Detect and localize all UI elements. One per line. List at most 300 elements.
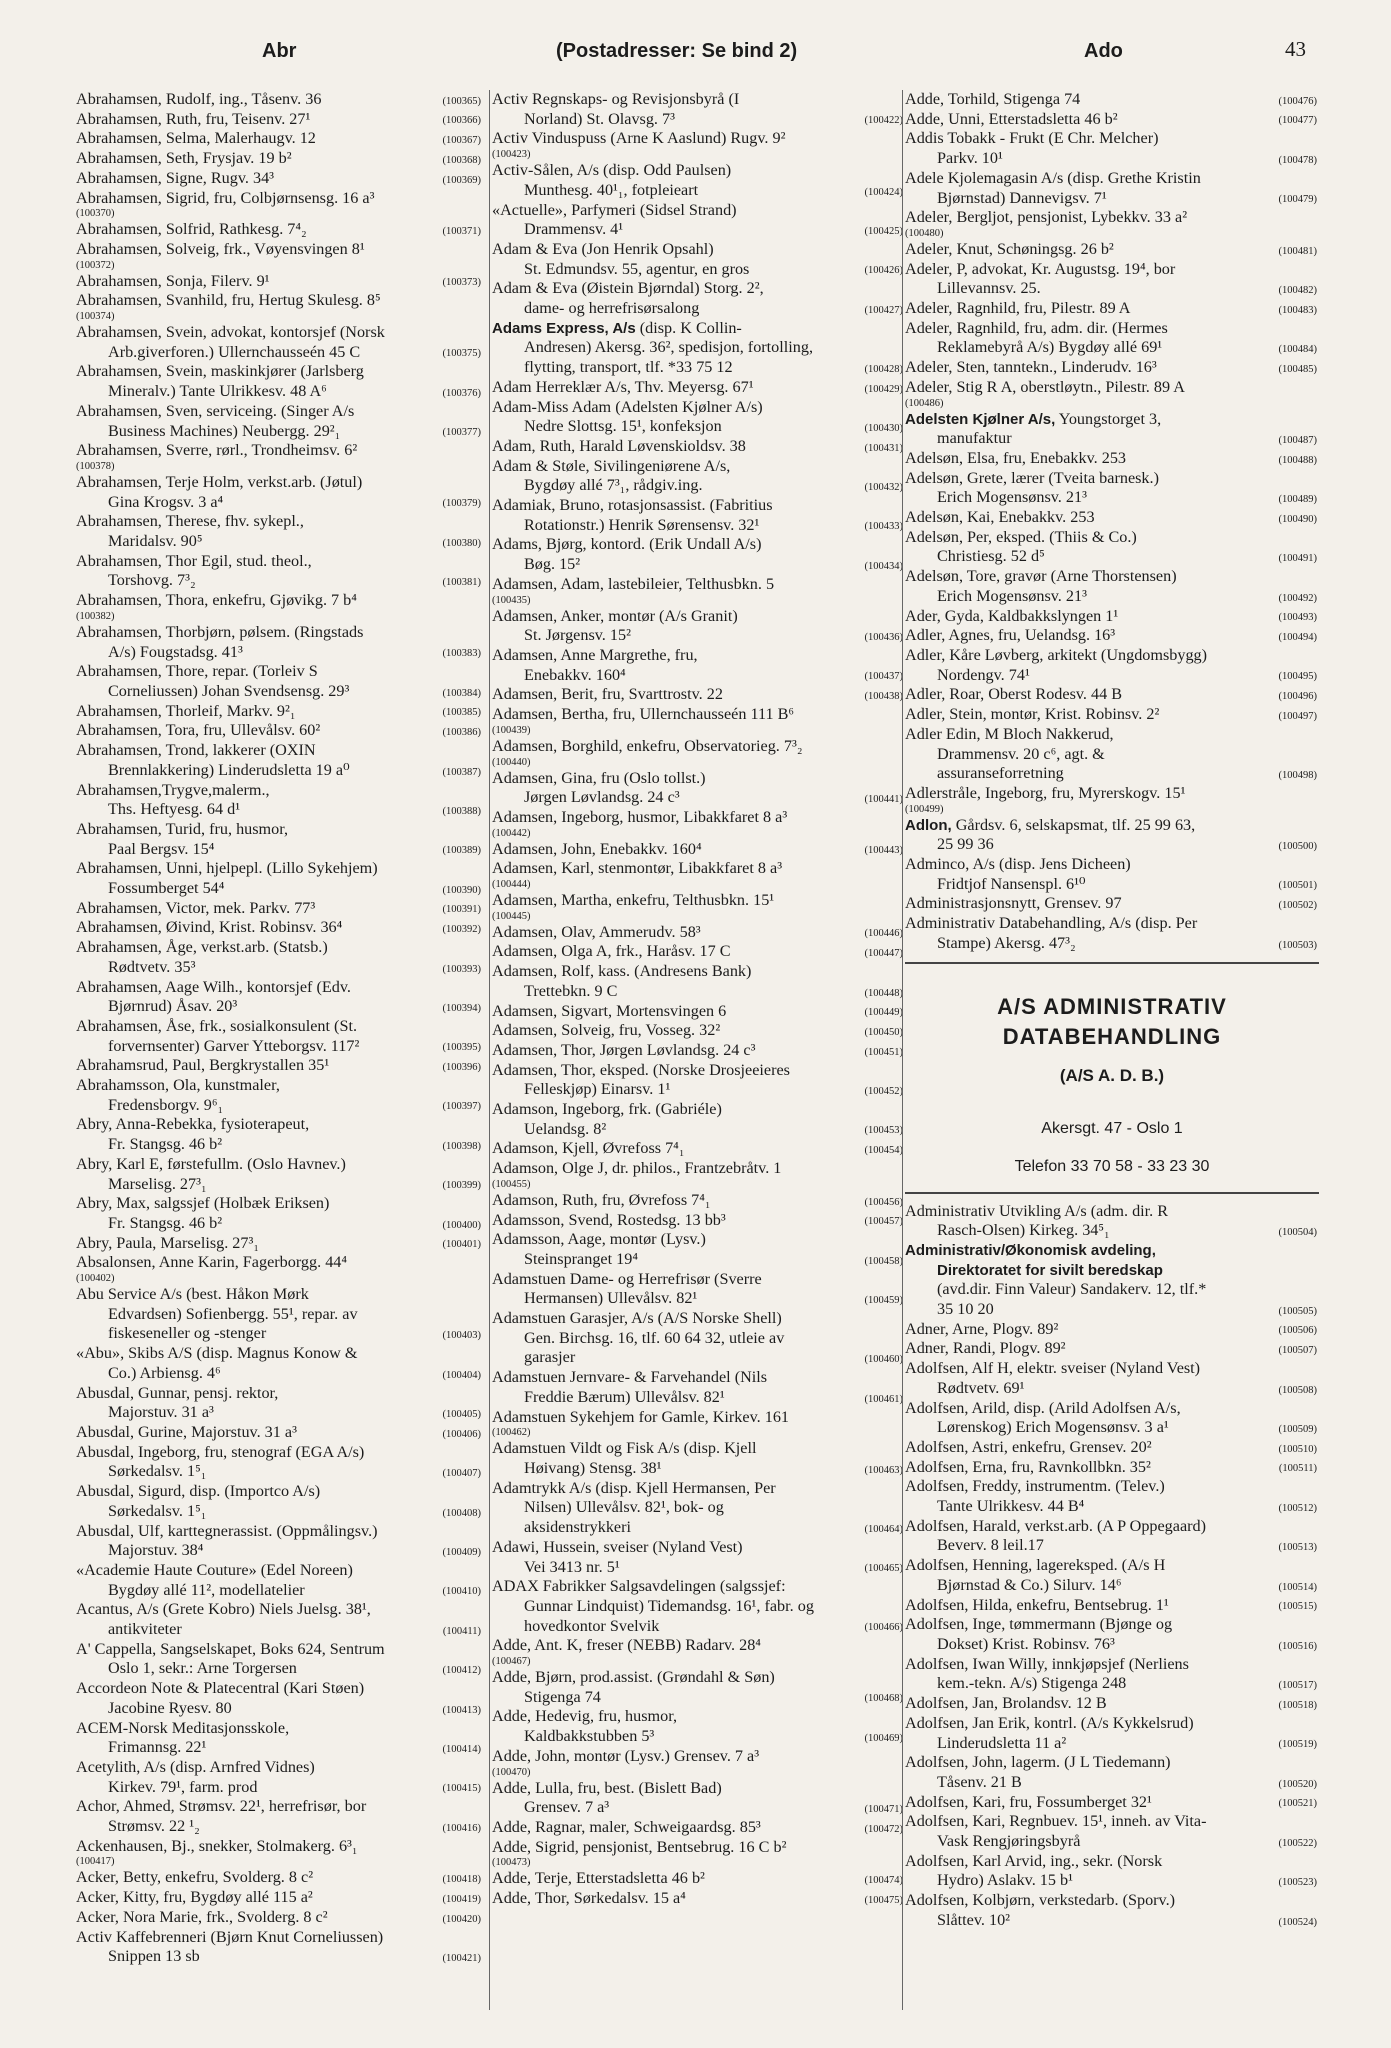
- entry-code: (100513): [1278, 1542, 1317, 1554]
- directory-entry: [76, 591, 483, 623]
- directory-entry: [76, 978, 483, 1017]
- directory-entry: [76, 1017, 483, 1056]
- entry-line: Adolfsen, Kari, Regnbuev. 15¹, inneh. av Vita-: [905, 1812, 1207, 1831]
- directory-entry: [492, 840, 905, 860]
- directory-entry: [76, 291, 483, 323]
- directory-entry: [905, 299, 1319, 319]
- entry-line: hovedkontor Svelvik: [524, 1616, 660, 1635]
- entry-code: (100523): [1278, 1877, 1317, 1889]
- directory-entry: [492, 962, 905, 1001]
- directory-entry: [76, 859, 483, 898]
- directory-entry: [492, 859, 905, 891]
- entry-line: Stampe) Akersg. 47³₂: [937, 933, 1076, 952]
- entry-line: Adner, Randi, Plogv. 89²: [905, 1339, 1066, 1358]
- entry-line: Tante Ulrikkesv. 44 B⁴: [937, 1497, 1085, 1516]
- directory-entry: [492, 457, 905, 496]
- entry-code: (100438): [864, 691, 903, 703]
- entry-code: (100407): [442, 1468, 481, 1480]
- entry-line: Adamstuen Garasjer, A/s (A/S Norske Shell): [492, 1309, 782, 1328]
- directory-entry: [76, 662, 483, 701]
- entry-line: Gina Krogsv. 3 a⁴: [108, 492, 224, 511]
- entry-line: Ader, Gyda, Kaldbakkslyngen 1¹: [905, 606, 1119, 625]
- entry-line: Abrahamsen, Tora, fru, Ullevålsv. 60²: [76, 721, 321, 740]
- entry-code: (100450): [864, 1026, 903, 1038]
- directory-entry: [76, 918, 483, 938]
- directory-entry: [905, 1202, 1319, 1241]
- entry-line: Adolfsen, Kari, fru, Fossumberget 32¹: [905, 1792, 1152, 1811]
- entry-line: Adde, Ragnar, maler, Schweigaardsg. 85³: [492, 1817, 761, 1836]
- directory-entry: [76, 220, 483, 240]
- directory-entry: [76, 781, 483, 820]
- ad-title-line-1: A/S ADMINISTRATIV: [997, 993, 1227, 1019]
- directory-entry: [492, 319, 905, 378]
- entry-line: Abry, Karl E, førstefullm. (Oslo Havnev.): [76, 1154, 346, 1173]
- directory-entry: [492, 201, 905, 240]
- directory-entry: [492, 1139, 905, 1159]
- entry-code: (100468): [864, 1693, 903, 1705]
- directory-entry: [905, 1793, 1319, 1813]
- entry-code: (100502): [1278, 900, 1317, 912]
- entry-line: Adamstuen Jernvare- & Farvehandel (Nils: [492, 1368, 768, 1387]
- entry-line: Reklamebyrå A/s) Bygdøy allé 69¹: [937, 338, 1163, 357]
- entry-code: (100519): [1278, 1739, 1317, 1751]
- entry-line: Abrahamsen, Åge, verkst.arb. (Statsb.): [76, 938, 328, 957]
- directory-entry: [492, 496, 905, 535]
- entry-code: (100430): [864, 422, 903, 434]
- directory-entry: [492, 808, 905, 840]
- directory-entry: [905, 1655, 1319, 1694]
- entry-code: (100393): [442, 963, 481, 975]
- entry-line: Addis Tobakk - Frukt (E Chr. Melcher): [905, 129, 1159, 148]
- entry-line: Adde, Lulla, fru, best. (Bislett Bad): [492, 1778, 722, 1797]
- entry-line: Adamsen, Martha, enkefru, Telthusbkn. 15¹: [492, 891, 775, 910]
- entry-line: Adam, Ruth, Harald Løvenskioldsv. 38: [492, 436, 746, 455]
- entry-line: Hydro) Aslakv. 15 b¹: [937, 1871, 1073, 1890]
- entry-code: (100492): [1278, 592, 1317, 604]
- directory-entry: [492, 1021, 905, 1041]
- entry-line: Adamsen, Adam, lastebileier, Telthusbkn. 5: [492, 574, 775, 593]
- entry-code: (100425): [864, 225, 903, 237]
- entry-line: Abrahamsen, Therese, fhv. sykepl.,: [76, 512, 304, 531]
- entry-code: (100457): [864, 1216, 903, 1228]
- entry-line: Jacobine Ryesv. 80: [108, 1698, 232, 1717]
- entry-line: Adlon, Gårdsv. 6, selskapsmat, tlf. 25 99 63,: [905, 815, 1196, 834]
- entry-line: Adamstuen Vildt og Fisk A/s (disp. Kjell: [492, 1439, 757, 1458]
- entry-line: Adam-Miss Adam (Adelsten Kjølner A/s): [492, 397, 763, 416]
- entry-code: (100491): [1278, 553, 1317, 565]
- entry-code: (100391): [442, 904, 481, 916]
- entry-line: Adner, Arne, Plogv. 89²: [905, 1319, 1059, 1338]
- entry-line: Adeler, Sten, tanntekn., Linderudv. 16³: [905, 358, 1157, 377]
- directory-entry: [76, 362, 483, 401]
- entry-code: (100413): [442, 1704, 481, 1716]
- entry-code: (100422): [864, 115, 903, 127]
- directory-entry: [905, 110, 1319, 130]
- entry-code: (100488): [1278, 454, 1317, 466]
- entry-line: Abrahamsen, Thor Egil, stud. theol.,: [76, 551, 312, 570]
- entry-line: Activ Vinduspuss (Arne K Aaslund) Rugv. 9²: [492, 129, 786, 148]
- entry-line: Grensev. 7 a³: [524, 1798, 610, 1817]
- directory-entry: [492, 575, 905, 607]
- entry-line: Rødtvetv. 69¹: [937, 1378, 1025, 1397]
- entry-line: dame- og herrefrisørsalong: [524, 299, 700, 318]
- directory-entry: [76, 90, 483, 110]
- entry-line: Adeler, Ragnhild, fru, Pilestr. 89 A: [905, 299, 1131, 318]
- entry-line: Abrahamsen, Sonja, Filerv. 9¹: [76, 271, 270, 290]
- entry-line: Adamsen, Bertha, fru, Ullernchausseén 111 B⁶: [492, 705, 795, 724]
- entry-code: (100433): [864, 521, 903, 533]
- entry-code: (100410): [442, 1586, 481, 1598]
- entry-line: Adamson, Kjell, Øvrefoss 7⁴₁: [492, 1139, 685, 1158]
- entry-line: Drammensv. 20 c⁶, agt. &: [937, 744, 1105, 763]
- entry-line: Abrahamsen, Terje Holm, verkst.arb. (Jøtul): [76, 472, 363, 491]
- directory-entry: [76, 1908, 483, 1928]
- directory-entry: [76, 1234, 483, 1254]
- entry-line: Adde, Ant. K, freser (NEBB) Radarv. 28⁴: [492, 1636, 761, 1655]
- entry-code: (100383): [442, 648, 481, 660]
- directory-entry: [76, 1344, 483, 1383]
- entry-code: (100453): [864, 1125, 903, 1137]
- entry-line: Adamsen, Thor, eksped. (Norske Drosjeeieres: [492, 1060, 790, 1079]
- entry-code: (100461): [864, 1393, 903, 1405]
- entry-code: (100426): [864, 265, 903, 277]
- entry-code: (100439): [492, 724, 531, 736]
- entry-code: (100384): [442, 687, 481, 699]
- entry-line: Adeler, Knut, Schøningsg. 26 b²: [905, 239, 1114, 258]
- directory-entry: [492, 437, 905, 457]
- entry-line: Munthesg. 40¹₁, fotpleieart: [524, 180, 699, 199]
- entry-line: Abrahamsen, Thorbjørn, pølsem. (Ringstads: [76, 622, 364, 641]
- entry-line: Hermansen) Ullevålsv. 82¹: [524, 1289, 698, 1308]
- column-2: [489, 90, 905, 2010]
- directory-entry: [905, 1615, 1319, 1654]
- directory-entry: [76, 189, 483, 221]
- entry-line: Kirkev. 79¹, farm. prod: [108, 1777, 258, 1796]
- entry-line: Snippen 13 sb: [108, 1947, 200, 1966]
- entry-code: (100428): [864, 363, 903, 375]
- entry-code: (100494): [1278, 631, 1317, 643]
- entry-line: Adlerstråle, Ingeborg, fru, Myrerskogv. 15¹: [905, 783, 1186, 802]
- directory-entry: [492, 1270, 905, 1309]
- entry-code: (100482): [1278, 285, 1317, 297]
- directory-entry: [76, 129, 483, 149]
- entry-line: Fridtjof Nansenspl. 6¹⁰: [937, 874, 1086, 893]
- entry-line: Adler, Agnes, fru, Uelandsg. 16³: [905, 626, 1116, 645]
- entry-code: (100431): [864, 442, 903, 454]
- entry-code: (100423): [492, 149, 531, 161]
- entry-line: Adde, Hedevig, fru, husmor,: [492, 1707, 678, 1726]
- directory-entry: [905, 816, 1319, 855]
- directory-entry: [905, 567, 1319, 606]
- entry-code: (100473): [492, 1857, 531, 1869]
- entry-code: (100370): [76, 208, 115, 220]
- entry-line: Abrahamsen, Seth, Frysjav. 19 b²: [76, 149, 292, 168]
- entry-line: Adamsen, Olga A, frk., Haråsv. 17 C: [492, 942, 731, 961]
- header-right-keyword: Ado: [1084, 40, 1123, 62]
- entry-line: Adde, Terje, Etterstadsletta 46 b²: [492, 1869, 705, 1888]
- entry-line: Steinspranget 19⁴: [524, 1249, 638, 1268]
- entry-code: (100483): [1278, 304, 1317, 316]
- entry-line: Abrahamsen, Thora, enkefru, Gjøvikg. 7 b⁴: [76, 591, 357, 610]
- entry-code: (100372): [76, 259, 115, 271]
- entry-code: (100448): [864, 987, 903, 999]
- entry-line: Rotationstr.) Henrik Sørensensv. 32¹: [524, 515, 760, 534]
- entry-line: Adam & Eva (Øistein Bjørndal) Storg. 2²,: [492, 279, 764, 298]
- entry-code: (100386): [442, 727, 481, 739]
- directory-entry: [492, 1636, 905, 1668]
- entry-line: Adeler, Stig R A, oberstløytn., Pilestr. 89 A: [905, 377, 1185, 396]
- entry-code: (100451): [864, 1046, 903, 1058]
- entry-line: Adde, John, montør (Lysv.) Grensev. 7 a³: [492, 1746, 760, 1765]
- entry-line: Abrahamsen, Åse, frk., sosialkonsulent (St.: [76, 1016, 357, 1035]
- page-number: 43: [1285, 37, 1306, 61]
- directory-entry: [492, 923, 905, 943]
- entry-line: Absalonsen, Anne Karin, Fagerborgg. 44⁴: [76, 1253, 348, 1272]
- entry-code: (100400): [442, 1219, 481, 1231]
- entry-code: (100418): [442, 1874, 481, 1886]
- directory-entry: [76, 110, 483, 130]
- entry-line: Adamsen, Borghild, enkefru, Observatorieg. 7³₂: [492, 736, 803, 755]
- directory-entry: [905, 855, 1319, 894]
- directory-entry: [492, 1889, 905, 1909]
- entry-line: Adelsøn, Grete, lærer (Tveita barnesk.): [905, 468, 1159, 487]
- entry-line: St. Jørgensv. 15²: [524, 626, 631, 645]
- entry-line: Andresen) Akersg. 36², spedisjon, fortolling,: [524, 338, 813, 357]
- directory-entry: [492, 1577, 905, 1636]
- entry-line: Abrahamsen, Aage Wilh., kontorsjef (Edv.: [76, 977, 351, 996]
- entry-code: (100389): [442, 845, 481, 857]
- entry-line: Abrahamsen, Thorleif, Markv. 9²₁: [76, 701, 296, 720]
- entry-line: Acker, Kitty, fru, Bygdøy allé 115 a²: [76, 1888, 313, 1907]
- directory-entry: [76, 169, 483, 189]
- entry-code: (100434): [864, 560, 903, 572]
- directory-entry: [905, 1241, 1319, 1320]
- directory-entry: [492, 942, 905, 962]
- entry-line: Adolfsen, Jan Erik, kontrl. (A/s Kykkelsrud): [905, 1713, 1194, 1732]
- entry-line: Adolfsen, John, lagerm. (J L Tiedemann): [905, 1753, 1171, 1772]
- entry-code: (100408): [442, 1507, 481, 1519]
- entry-line: Gunnar Lindquist) Tidemandsg. 16¹, fabr. og: [524, 1596, 814, 1615]
- entry-line: Adolfsen, Erna, fru, Ravnkollbkn. 35²: [905, 1457, 1151, 1476]
- entry-code: (100437): [864, 671, 903, 683]
- entry-line: Abrahamsen, Selma, Malerhaugv. 12: [76, 129, 316, 148]
- directory-entry: [76, 1561, 483, 1600]
- entry-code: (100381): [442, 577, 481, 589]
- entry-code: (100504): [1278, 1226, 1317, 1238]
- entry-code: (100464): [864, 1523, 903, 1535]
- entry-line: Abrahamsen, Sven, serviceing. (Singer A/s: [76, 401, 355, 420]
- entry-code: (100495): [1278, 671, 1317, 683]
- entry-line: Abrahamsen, Signe, Rugv. 34³: [76, 168, 275, 187]
- entry-code: (100467): [492, 1656, 531, 1668]
- entry-code: (100475): [864, 1894, 903, 1906]
- entry-code: (100436): [864, 631, 903, 643]
- entry-line: Adamsen, Solveig, fru, Vosseg. 32²: [492, 1021, 721, 1040]
- entry-code: (100435): [492, 594, 531, 606]
- directory-entry: [492, 1159, 905, 1191]
- directory-entry: [905, 914, 1319, 953]
- entry-line: Sørkedalsv. 1⁵₁: [108, 1462, 207, 1481]
- entry-line: Adde, Thor, Sørkedalsv. 15 a⁴: [492, 1889, 686, 1908]
- entry-code: (100522): [1278, 1837, 1317, 1849]
- directory-entry: [76, 473, 483, 512]
- entry-line: Christiesg. 52 d⁵: [937, 547, 1045, 566]
- entry-code: (100460): [864, 1354, 903, 1366]
- directory-entry: [905, 1812, 1319, 1851]
- entry-code: (100507): [1278, 1345, 1317, 1357]
- entry-line: Abrahamsrud, Paul, Bergkrystallen 35¹: [76, 1056, 330, 1075]
- entry-line: Adler, Kåre Løvberg, arkitekt (Ungdomsbygg): [905, 645, 1208, 664]
- entry-code: (100470): [492, 1766, 531, 1778]
- entry-line: Bygdøy allé 7³₁, rådgiv.ing.: [524, 476, 703, 495]
- directory-entry: [492, 161, 905, 200]
- entry-line: Majorstuv. 31 a³: [108, 1403, 214, 1422]
- entry-line: Abry, Paula, Marselisg. 27³₁: [76, 1233, 259, 1252]
- entry-line: ACEM-Norsk Meditasjonsskole,: [76, 1718, 290, 1737]
- entry-code: (100462): [492, 1427, 531, 1439]
- entry-code: (100406): [442, 1428, 481, 1440]
- directory-entry: [492, 607, 905, 646]
- entry-line: Adeler, Ragnhild, fru, adm. dir. (Hermes: [905, 318, 1168, 337]
- ad-phone: Telefon 33 70 58 - 33 23 30: [1014, 1157, 1210, 1175]
- directory-entry: [76, 1868, 483, 1888]
- entry-line: Abrahamsen, Solfrid, Rathkesg. 7⁴₂: [76, 220, 307, 239]
- entry-code: (100445): [492, 910, 531, 922]
- entry-line: Slåttev. 10²: [937, 1910, 1011, 1929]
- entry-line: Adamsen, Anker, montør (A/s Granit): [492, 606, 738, 625]
- entry-line: Adolfsen, Freddy, instrumentm. (Telev.): [905, 1477, 1165, 1496]
- directory-entry: [492, 398, 905, 437]
- entry-line: Dokset) Krist. Robinsv. 76³: [937, 1635, 1115, 1653]
- entry-line: Adolfsen, Karl Arvid, ing., sekr. (Norsk: [905, 1851, 1163, 1870]
- entry-line: Abry, Max, salgssjef (Holbæk Eriksen): [76, 1194, 330, 1213]
- directory-entry: [76, 1115, 483, 1154]
- directory-entry: [492, 1211, 905, 1231]
- entry-code: (100390): [442, 884, 481, 896]
- directory-entry: [76, 1285, 483, 1344]
- entry-line: Acker, Nora Marie, frk., Svolderg. 8 c²: [76, 1907, 328, 1926]
- entry-code: (100509): [1278, 1423, 1317, 1435]
- entry-line: Adawi, Hussein, sveiser (Nyland Vest): [492, 1537, 743, 1556]
- directory-entry: [905, 1517, 1319, 1556]
- entry-line: Adde, Unni, Etterstadsletta 46 b²: [905, 109, 1118, 128]
- directory-entry: [492, 1368, 905, 1407]
- entry-line: Adolfsen, Inge, tømmermann (Bjønge og: [905, 1615, 1173, 1634]
- entry-line: Edvardsen) Sofienbergg. 55¹, repar. av: [108, 1304, 358, 1323]
- directory-entry: [905, 1458, 1319, 1478]
- entry-code: (100456): [864, 1196, 903, 1208]
- directory-entry: [76, 899, 483, 919]
- entry-line: Accordeon Note & Platecentral (Kari Støen): [76, 1679, 365, 1698]
- entry-line: Adde, Bjørn, prod.assist. (Grøndahl & Søn): [492, 1668, 775, 1687]
- directory-entry: [492, 535, 905, 574]
- entry-line: Direktoratet for sivilt beredskap: [937, 1261, 1163, 1279]
- directory-entry: [905, 607, 1319, 627]
- entry-line: Adamstuen Dame- og Herrefrisør (Sverre: [492, 1269, 762, 1288]
- entry-line: Trettebkn. 9 C: [524, 981, 618, 1000]
- directory-entry: [905, 90, 1319, 110]
- ad-title-line-2: DATABEHANDLING: [1002, 1023, 1222, 1049]
- directory-columns: [76, 90, 1316, 2010]
- entry-line: Administrativ Utvikling A/s (adm. dir. R: [905, 1201, 1169, 1220]
- entry-code: (100466): [864, 1622, 903, 1634]
- entry-line: Nilsen) Ullevålsv. 82¹, bok- og: [524, 1498, 724, 1517]
- entry-line: «Abu», Skibs A/S (disp. Magnus Konow &: [76, 1344, 358, 1363]
- entry-code: (100524): [1278, 1916, 1317, 1928]
- entry-line: aksidenstrykkeri: [524, 1518, 631, 1537]
- entry-line: Adams, Bjørg, kontord. (Erik Undall A/s): [492, 535, 762, 554]
- entry-line: A/s) Fougstadsg. 41³: [108, 642, 243, 661]
- directory-entry: [905, 1753, 1319, 1792]
- directory-entry: [76, 1423, 483, 1443]
- entry-code: (100463): [864, 1464, 903, 1476]
- directory-entry: [905, 1399, 1319, 1438]
- entry-code: (100398): [442, 1140, 481, 1152]
- entry-code: (100368): [442, 154, 481, 166]
- entry-code: (100515): [1278, 1601, 1317, 1613]
- entry-line: Adam & Støle, Sivilingeniørene A/s,: [492, 456, 731, 475]
- entry-line: Ackenhausen, Bj., snekker, Stolmakerg. 6³₁: [76, 1836, 358, 1855]
- entry-code: (100486): [905, 397, 944, 409]
- entry-code: (100485): [1278, 363, 1317, 375]
- directory-entry: [905, 469, 1319, 508]
- directory-entry: [492, 1707, 905, 1746]
- entry-code: (100441): [864, 793, 903, 805]
- directory-entry: [905, 319, 1319, 358]
- entry-line: Bjørnrud) Åsav. 20³: [108, 997, 238, 1016]
- entry-line: Beverv. 8 leil.17: [937, 1536, 1044, 1555]
- entry-line: Linderudsletta 11 a²: [937, 1733, 1067, 1752]
- column-1: [76, 90, 483, 2010]
- entry-line: Lørenskog) Erich Mogensønsv. 3 a¹: [937, 1418, 1169, 1437]
- entry-line: Adelsøn, Kai, Enebakkv. 253: [905, 508, 1095, 527]
- entry-line: Rasch-Olsen) Kirkeg. 34⁵₁: [937, 1221, 1110, 1240]
- entry-line: Abrahamsen, Svein, maskinkjører (Jarlsberg: [76, 362, 364, 381]
- directory-entry: [492, 279, 905, 318]
- entry-code: (100394): [442, 1002, 481, 1014]
- directory-entry: [492, 1191, 905, 1211]
- entry-line: Adamstuen Sykehjem for Gamle, Kirkev. 161: [492, 1407, 790, 1426]
- directory-entry: [492, 646, 905, 685]
- directory-entry: [492, 1818, 905, 1838]
- entry-line: Drammensv. 4¹: [524, 220, 624, 239]
- directory-entry: [492, 1668, 905, 1707]
- entry-code: (100373): [442, 277, 481, 289]
- directory-entry: [492, 1230, 905, 1269]
- entry-line: Arb.giverforen.) Ullernchausseén 45 C: [108, 342, 361, 361]
- entry-code: (100454): [864, 1145, 903, 1157]
- directory-entry: [76, 1056, 483, 1076]
- entry-code: (100516): [1278, 1640, 1317, 1652]
- entry-code: (100455): [492, 1178, 531, 1190]
- directory-entry: [76, 1522, 483, 1561]
- entry-code: (100506): [1278, 1325, 1317, 1337]
- directory-entry: [905, 1891, 1319, 1930]
- directory-entry: [76, 702, 483, 722]
- ad-address: Akersgt. 47 - Oslo 1: [1041, 1119, 1183, 1137]
- entry-line: assuranseforretning: [937, 764, 1064, 783]
- entry-code: (100414): [442, 1743, 481, 1755]
- directory-entry: [905, 725, 1319, 784]
- entry-line: Adde, Torhild, Stigenga 74: [905, 90, 1081, 108]
- header-left-keyword: Abr: [262, 40, 297, 62]
- entry-line: Enebakkv. 160⁴: [524, 665, 626, 684]
- entry-code: (100416): [442, 1822, 481, 1834]
- entry-code: (100501): [1278, 880, 1317, 892]
- entry-code: (100518): [1278, 1699, 1317, 1711]
- directory-entry: [905, 449, 1319, 469]
- entry-code: (100512): [1278, 1502, 1317, 1514]
